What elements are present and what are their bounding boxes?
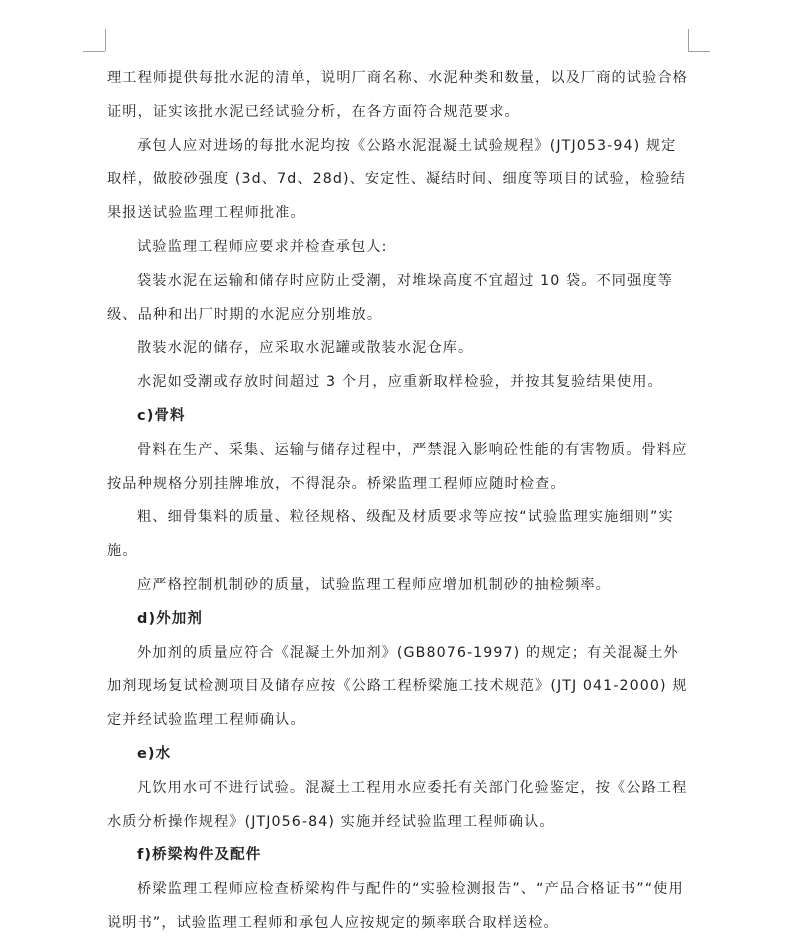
section-heading-admixture: d)外加剂 bbox=[137, 610, 204, 627]
paragraph: 散装水泥的储存，应采取水泥罐或散装水泥仓库。 bbox=[137, 340, 474, 357]
page-corner-mark-top-right bbox=[688, 29, 689, 51]
section-heading-bridge-components: f)桥梁构件及配件 bbox=[137, 847, 262, 864]
paragraph: 试验监理工程师应要求并检查承包人: bbox=[137, 238, 388, 255]
paragraph: 承包人应对进场的每批水泥均按《公路水泥混凝土试验规程》(JTJ053-94) 规定取样，做胶砂强度 (3d、7d、28d)、安定性、凝结时间、细度等项目的试验，检验结果报送试验监理工程师批准。 bbox=[107, 137, 686, 222]
section-heading-water: e)水 bbox=[137, 745, 172, 762]
paragraph: 水泥如受潮或存放时间超过 3 个月，应重新取样检验，并按其复验结果使用。 bbox=[137, 374, 663, 391]
paragraph: 骨料在生产、采集、运输与储存过程中，严禁混入影响砼性能的有害物质。骨料应按品种规格分别挂牌堆放，不得混杂。桥梁监理工程师应随时检查。 bbox=[107, 441, 688, 492]
page-corner-mark-top-left bbox=[105, 29, 106, 51]
paragraph: 桥梁监理工程师应检查桥梁构件与配件的“实验检测报告”、“产品合格证书”“使用说明书”，试验监理工程师和承包人应按规定的频率联合取样送检。 bbox=[107, 881, 684, 931]
paragraph: 粗、细骨集料的质量、粒径规格、级配及材质要求等应按“试验监理实施细则”实施。 bbox=[107, 509, 674, 560]
paragraph: 应严格控制机制砂的质量，试验监理工程师应增加机制砂的抽检频率。 bbox=[137, 576, 611, 593]
section-heading-aggregate: c)骨料 bbox=[137, 407, 186, 424]
paragraph: 理工程师提供每批水泥的清单，说明厂商名称、水泥种类和数量，以及厂商的试验合格证明，证实该批水泥已经试验分析，在各方面符合规范要求。 bbox=[107, 70, 688, 120]
paragraph: 袋装水泥在运输和储存时应防止受潮，对堆垛高度不宜超过 10 袋。不同强度等级、品种和出厂时期的水泥应分别堆放。 bbox=[107, 272, 673, 323]
paragraph: 外加剂的质量应符合《混凝土外加剂》(GB8076-1997) 的规定；有关混凝土外加剂现场复试检测项目及储存应按《公路工程桥梁施工技术规范》(JTJ 041-2000) 规定并经试验监理工程师确认。 bbox=[107, 644, 688, 729]
page-corner-mark-top-left bbox=[83, 51, 105, 52]
paragraph: 凡饮用水可不进行试验。混凝土工程用水应委托有关部门化验鉴定，按《公路工程水质分析操作规程》(JTJ056-84) 实施并经试验监理工程师确认。 bbox=[107, 779, 688, 830]
document-body bbox=[107, 62, 689, 941]
page-corner-mark-top-right bbox=[688, 51, 710, 52]
